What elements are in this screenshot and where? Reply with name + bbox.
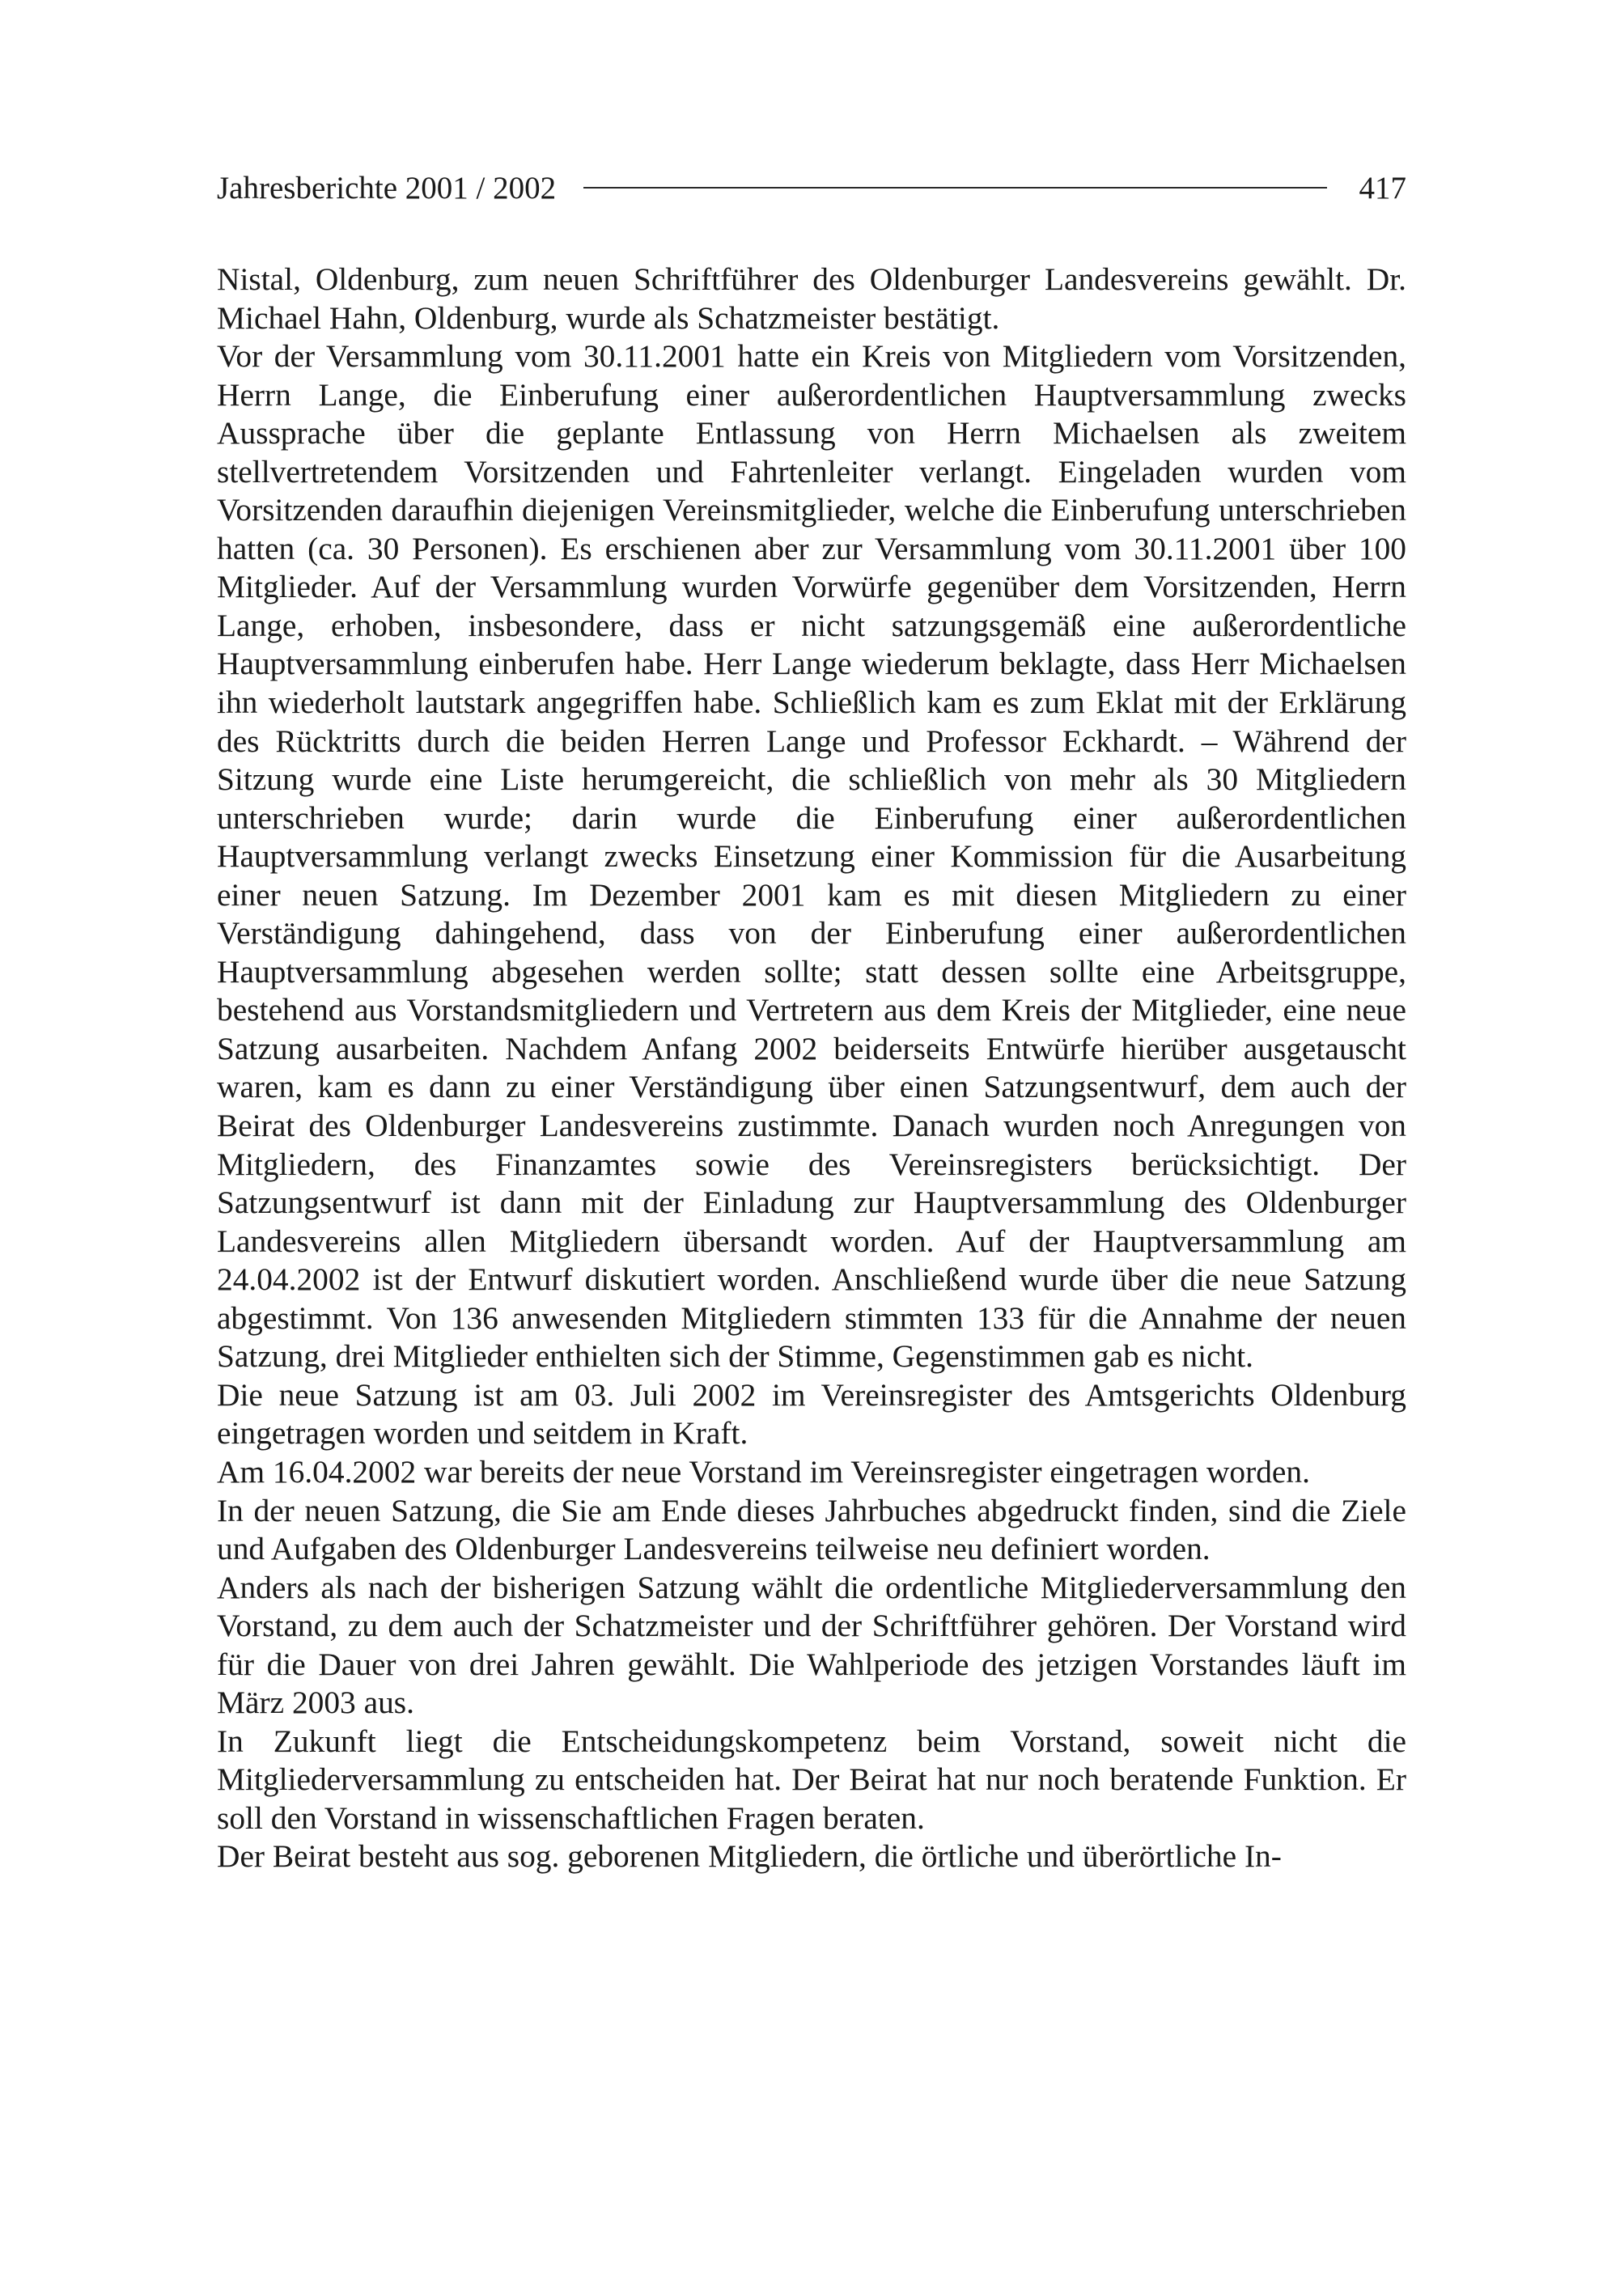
page-number: 417 <box>1359 170 1406 206</box>
paragraph: In Zukunft liegt die Entscheidungskompetenz beim Vorstand, soweit nicht die Mitgliederversammlung zu entscheiden hat. Der Beirat hat nur noch beratende Funktion. Er soll den Vorstand in wissenschaftlichen Fragen beraten. <box>217 1723 1406 1836</box>
paragraph: Die neue Satzung ist am 03. Juli 2002 im Vereinsregister des Amtsgerichts Oldenburg eingetragen worden und seitdem in Kraft. <box>217 1376 1406 1452</box>
body-text <box>217 261 1406 1876</box>
paragraph: In der neuen Satzung, die Sie am Ende dieses Jahrbuches abgedruckt finden, sind die Ziele und Aufgaben des Oldenburger Landesvereins teilweise neu definiert worden. <box>217 1492 1406 1567</box>
running-title: Jahresberichte 2001 / 2002 <box>217 170 557 206</box>
paragraph: Vor der Versammlung vom 30.11.2001 hatte ein Kreis von Mitgliedern vom Vorsitzenden, Herrn Lange, die Einberufung einer außerordentlichen Hauptversammlung zwecks Aussprache über die geplante Entlassung von Herrn Michaelsen als zweitem stellvertretendem Vorsitzenden und Fahrtenleiter verlangt. Eingeladen wurden vom Vorsitzenden daraufhin diejenigen Vereinsmitglieder, welche die Einberufung unterschrieben hatten (ca. 30 Personen). Es erschienen aber zur Versammlung vom 30.11.2001 über 100 Mitglieder. Auf der Versammlung wurden Vorwürfe gegenüber dem Vorsitzenden, Herrn Lange, erhoben, insbesondere, dass er nicht satzungsgemäß eine außerordentliche Hauptversammlung einberufen habe. Herr Lange wiederum beklagte, dass Herr Michaelsen ihn wiederholt lautstark angegriffen habe. Schließlich kam es zum Eklat mit der Erklärung des Rücktritts durch die beiden Herren Lange und Professor Eckhardt. – Während der Sitzung wurde eine Liste herumgereicht, die schließlich von mehr als 30 Mitgliedern unterschrieben wurde; darin wurde die Einberufung einer außerordentlichen Hauptversammlung verlangt zwecks Einsetzung einer Kommission für die Ausarbeitung einer neuen Satzung. Im Dezember 2001 kam es mit diesen Mitgliedern zu einer Verständigung dahingehend, dass von der Einberufung einer außerordentlichen Hauptversammlung abgesehen werden sollte; statt dessen sollte eine Arbeitsgruppe, bestehend aus Vorstandsmitgliedern und Vertretern aus dem Kreis der Mitglieder, eine neue Satzung ausarbeiten. Nachdem Anfang 2002 beiderseits Entwürfe hierüber ausgetauscht waren, kam es dann zu einer Verständigung über einen Satzungsentwurf, dem auch der Beirat des Oldenburger Landesvereins zustimmte. Danach wurden noch Anregungen von Mitgliedern, des Finanzamtes sowie des Vereinsregisters berücksichtigt. Der Satzungsentwurf ist dann mit der Einladung zur Hauptversammlung des Oldenburger Landesvereins allen Mitgliedern übersandt worden. Auf der Hauptversammlung am 24.04.2002 ist der Entwurf diskutiert worden. Anschließend wurde über die neue Satzung abgestimmt. Von 136 anwesenden Mitgliedern stimmten 133 für die Annahme der neuen Satzung, drei Mitglieder enthielten sich der Stimme, Gegenstimmen gab es nicht. <box>217 338 1406 1375</box>
paragraph: Der Beirat besteht aus sog. geborenen Mitgliedern, die örtliche und überörtliche In- <box>217 1838 1282 1875</box>
paragraph: Am 16.04.2002 war bereits der neue Vorstand im Vereinsregister eingetragen worden. <box>217 1453 1310 1490</box>
paragraph: Anders als nach der bisherigen Satzung wählt die ordentliche Mitgliederversammlung den Vorstand, zu dem auch der Schatzmeister und der Schriftführer gehören. Der Vorstand wird für die Dauer von drei Jahren gewählt. Die Wahlperiode des jetzigen Vorstandes läuft im März 2003 aus. <box>217 1569 1406 1721</box>
paragraph: Nistal, Oldenburg, zum neuen Schriftführer des Oldenburger Landesvereins gewählt. Dr. Michael Hahn, Oldenburg, wurde als Schatzmeister bestätigt. <box>217 261 1406 336</box>
header-rule <box>583 187 1326 189</box>
running-head <box>217 167 1406 209</box>
